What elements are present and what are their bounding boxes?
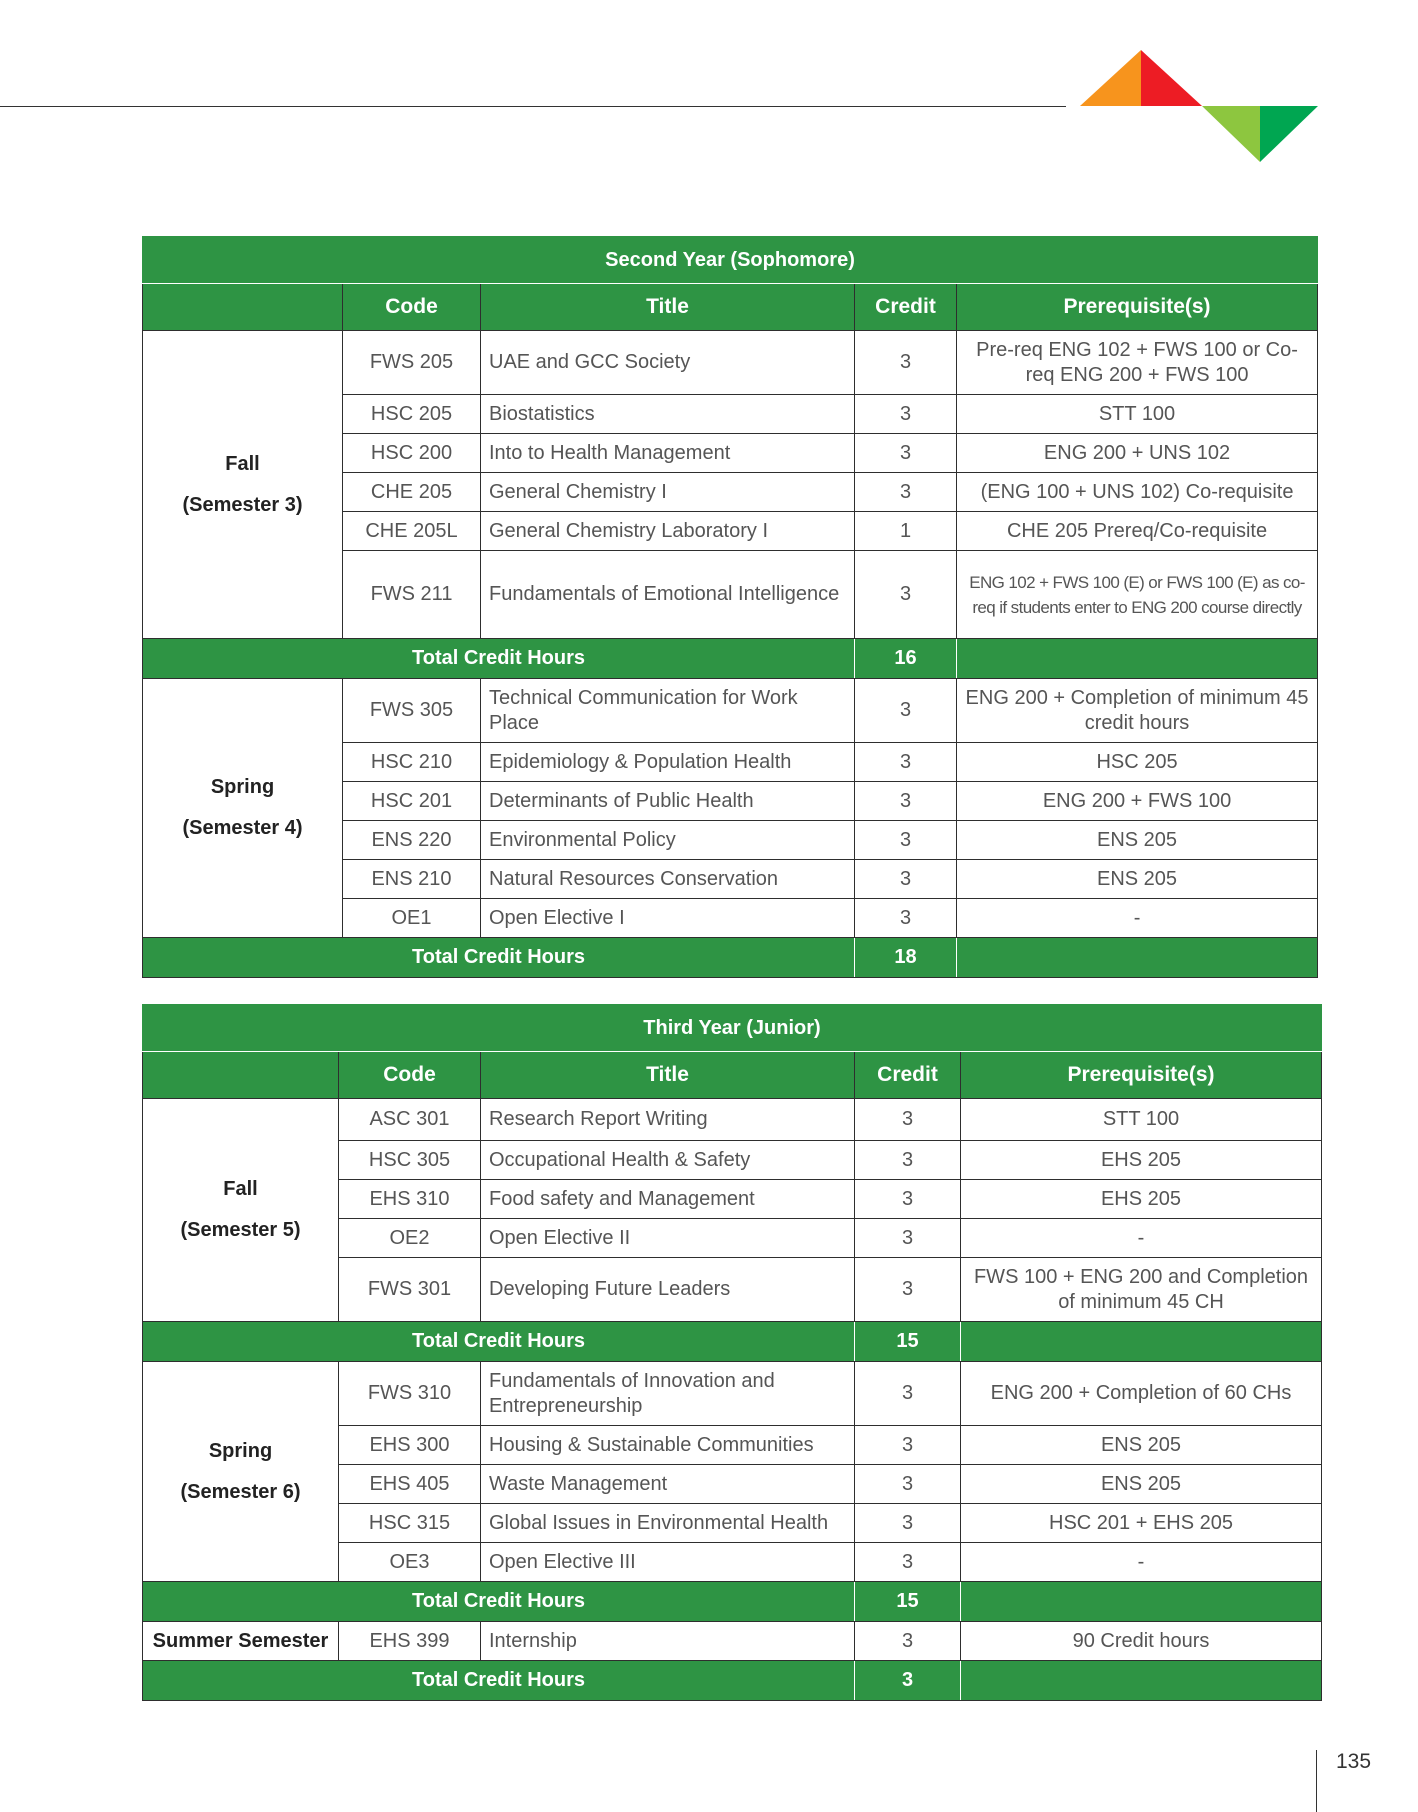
course-credit: 3 — [855, 1543, 961, 1582]
semester-label: Spring (Semester 4) — [143, 679, 343, 938]
course-prereq: STT 100 — [961, 1099, 1322, 1141]
course-credit: 3 — [855, 1362, 961, 1426]
total-credits: 16 — [855, 639, 957, 679]
course-title: Epidemiology & Population Health — [481, 743, 855, 782]
course-prereq: ENG 200 + UNS 102 — [957, 434, 1318, 473]
course-credit: 3 — [855, 743, 957, 782]
course-credit: 3 — [855, 821, 957, 860]
total-blank — [957, 639, 1318, 679]
course-prereq: ENS 205 — [961, 1426, 1322, 1465]
course-title: Open Elective II — [481, 1219, 855, 1258]
course-prereq: - — [961, 1543, 1322, 1582]
course-code: ASC 301 — [339, 1099, 481, 1141]
course-code: FWS 301 — [339, 1258, 481, 1322]
course-code: HSC 210 — [343, 743, 481, 782]
code-header: Code — [343, 284, 481, 331]
prereq-header: Prerequisite(s) — [957, 284, 1318, 331]
total-label: Total Credit Hours — [143, 938, 855, 978]
total-label: Total Credit Hours — [143, 1661, 855, 1701]
semester-label: Fall (Semester 5) — [143, 1099, 339, 1322]
course-credit: 3 — [855, 1426, 961, 1465]
header-rule — [0, 106, 1066, 107]
total-credits: 15 — [855, 1582, 961, 1622]
third-year-table — [142, 1004, 1322, 1701]
course-credit: 3 — [855, 1504, 961, 1543]
course-title: Determinants of Public Health — [481, 782, 855, 821]
course-prereq: - — [957, 899, 1318, 938]
course-code: EHS 399 — [339, 1622, 481, 1661]
course-code: OE1 — [343, 899, 481, 938]
total-label: Total Credit Hours — [143, 1322, 855, 1362]
course-code: FWS 205 — [343, 331, 481, 395]
course-code: FWS 211 — [343, 551, 481, 639]
course-title: Food safety and Management — [481, 1180, 855, 1219]
course-title: Into to Health Management — [481, 434, 855, 473]
blank-header — [143, 284, 343, 331]
total-credits: 18 — [855, 938, 957, 978]
second-year-table — [142, 236, 1318, 978]
course-prereq: 90 Credit hours — [961, 1622, 1322, 1661]
course-prereq: FWS 100 + ENG 200 and Completion of minimum 45 CH — [961, 1258, 1322, 1322]
course-prereq: ENS 205 — [957, 860, 1318, 899]
course-title: General Chemistry Laboratory I — [481, 512, 855, 551]
total-credits: 15 — [855, 1322, 961, 1362]
course-credit: 3 — [855, 899, 957, 938]
course-code: OE2 — [339, 1219, 481, 1258]
course-code: HSC 305 — [339, 1141, 481, 1180]
course-title: Technical Communication for Work Place — [481, 679, 855, 743]
course-prereq: ENG 200 + Completion of minimum 45 credit hours — [957, 679, 1318, 743]
course-prereq: EHS 205 — [961, 1141, 1322, 1180]
course-prereq: - — [961, 1219, 1322, 1258]
course-prereq: ENG 102 + FWS 100 (E) or FWS 100 (E) as co-req if students enter to ENG 200 course directly — [957, 551, 1318, 639]
course-title: Open Elective III — [481, 1543, 855, 1582]
course-code: HSC 201 — [343, 782, 481, 821]
second-year-title: Second Year (Sophomore) — [143, 237, 1318, 284]
course-prereq: ENS 205 — [961, 1465, 1322, 1504]
course-credit: 1 — [855, 512, 957, 551]
page-number: 135 — [1336, 1750, 1372, 1773]
course-prereq: Pre-req ENG 102 + FWS 100 or Co-req ENG 200 + FWS 100 — [957, 331, 1318, 395]
credit-header: Credit — [855, 284, 957, 331]
course-code: HSC 205 — [343, 395, 481, 434]
course-code: HSC 315 — [339, 1504, 481, 1543]
course-prereq: HSC 205 — [957, 743, 1318, 782]
course-code: OE3 — [339, 1543, 481, 1582]
course-prereq: ENS 205 — [957, 821, 1318, 860]
page-number-rule — [1316, 1750, 1317, 1812]
course-prereq: CHE 205 Prereq/Co-requisite — [957, 512, 1318, 551]
course-prereq: HSC 201 + EHS 205 — [961, 1504, 1322, 1543]
prereq-header: Prerequisite(s) — [961, 1052, 1322, 1099]
course-prereq: STT 100 — [957, 395, 1318, 434]
code-header: Code — [339, 1052, 481, 1099]
course-code: FWS 310 — [339, 1362, 481, 1426]
course-credit: 3 — [855, 860, 957, 899]
title-header: Title — [481, 284, 855, 331]
course-credit: 3 — [855, 782, 957, 821]
course-code: CHE 205 — [343, 473, 481, 512]
course-code: FWS 305 — [343, 679, 481, 743]
course-title: Environmental Policy — [481, 821, 855, 860]
semester-label: Spring (Semester 6) — [143, 1362, 339, 1582]
course-title: Waste Management — [481, 1465, 855, 1504]
total-blank — [961, 1582, 1322, 1622]
semester-label: Fall (Semester 3) — [143, 331, 343, 639]
course-title: Natural Resources Conservation — [481, 860, 855, 899]
total-label: Total Credit Hours — [143, 639, 855, 679]
course-title: Research Report Writing — [481, 1099, 855, 1141]
course-credit: 3 — [855, 551, 957, 639]
course-credit: 3 — [855, 331, 957, 395]
course-prereq: ENG 200 + FWS 100 — [957, 782, 1318, 821]
course-title: Developing Future Leaders — [481, 1258, 855, 1322]
credit-header: Credit — [855, 1052, 961, 1099]
total-credits: 3 — [855, 1661, 961, 1701]
course-credit: 3 — [855, 1141, 961, 1180]
course-credit: 3 — [855, 395, 957, 434]
total-label: Total Credit Hours — [143, 1582, 855, 1622]
course-title: Global Issues in Environmental Health — [481, 1504, 855, 1543]
course-prereq: (ENG 100 + UNS 102) Co-requisite — [957, 473, 1318, 512]
course-credit: 3 — [855, 1219, 961, 1258]
course-title: Fundamentals of Innovation and Entrepreneurship — [481, 1362, 855, 1426]
course-title: General Chemistry I — [481, 473, 855, 512]
course-code: EHS 405 — [339, 1465, 481, 1504]
total-blank — [957, 938, 1318, 978]
course-code: CHE 205L — [343, 512, 481, 551]
course-title: Internship — [481, 1622, 855, 1661]
course-credit: 3 — [855, 1180, 961, 1219]
total-blank — [961, 1322, 1322, 1362]
course-credit: 3 — [855, 679, 957, 743]
course-prereq: ENG 200 + Completion of 60 CHs — [961, 1362, 1322, 1426]
course-code: EHS 300 — [339, 1426, 481, 1465]
course-title: UAE and GCC Society — [481, 331, 855, 395]
course-credit: 3 — [855, 1099, 961, 1141]
course-credit: 3 — [855, 1465, 961, 1504]
course-code: EHS 310 — [339, 1180, 481, 1219]
total-blank — [961, 1661, 1322, 1701]
course-title: Fundamentals of Emotional Intelligence — [481, 551, 855, 639]
course-title: Biostatistics — [481, 395, 855, 434]
course-credit: 3 — [855, 434, 957, 473]
third-year-title: Third Year (Junior) — [143, 1005, 1322, 1052]
course-credit: 3 — [855, 1622, 961, 1661]
course-title: Open Elective I — [481, 899, 855, 938]
summer-semester-label: Summer Semester — [143, 1622, 339, 1661]
course-credit: 3 — [855, 473, 957, 512]
course-prereq: EHS 205 — [961, 1180, 1322, 1219]
course-credit: 3 — [855, 1258, 961, 1322]
course-code: ENS 210 — [343, 860, 481, 899]
course-title: Occupational Health & Safety — [481, 1141, 855, 1180]
triangle-logo-icon — [1080, 50, 1320, 162]
course-code: ENS 220 — [343, 821, 481, 860]
course-title: Housing & Sustainable Communities — [481, 1426, 855, 1465]
blank-header — [143, 1052, 339, 1099]
course-code: HSC 200 — [343, 434, 481, 473]
title-header: Title — [481, 1052, 855, 1099]
